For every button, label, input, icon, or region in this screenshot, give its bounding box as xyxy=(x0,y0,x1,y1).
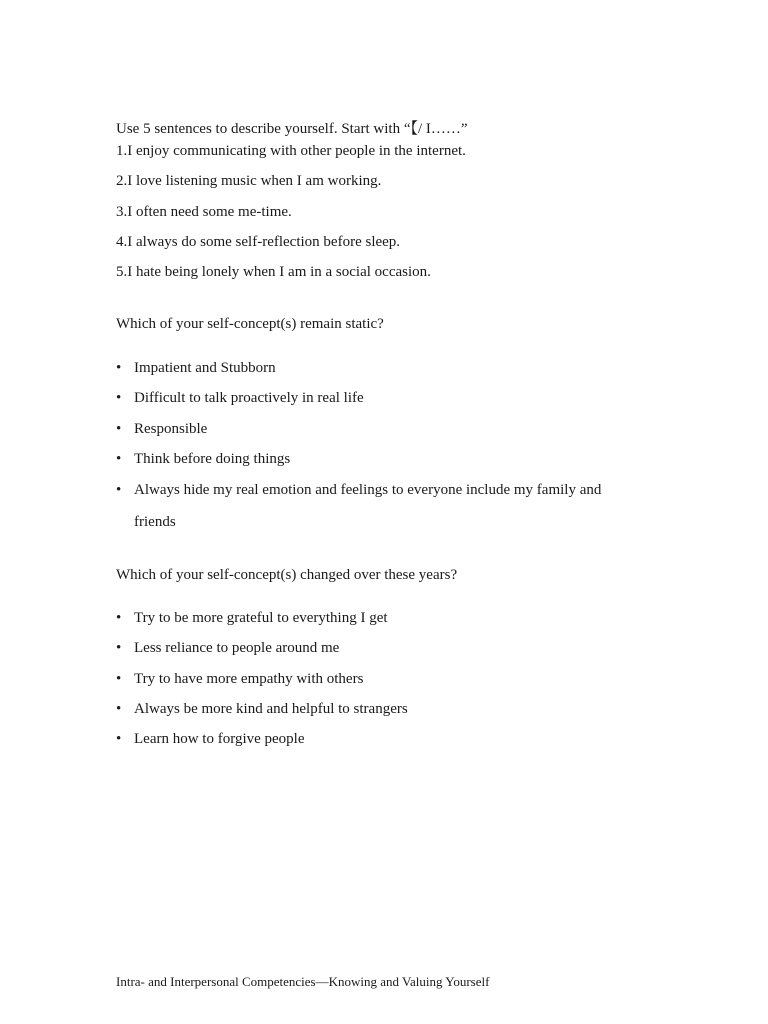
list-item-text: Try to be more grateful to everything I get xyxy=(134,610,388,626)
section1-prompt: Use 5 sentences to describe yourself. Start with “【/ I……” xyxy=(116,121,468,137)
bullet-icon: • xyxy=(116,640,122,656)
bullet-icon: • xyxy=(116,610,122,626)
sentence-4: 4.I always do some self-reflection before sleep. xyxy=(116,234,401,250)
bullet-icon: • xyxy=(116,390,122,406)
document-page xyxy=(116,0,676,1024)
bullet-icon: • xyxy=(116,701,122,717)
sentence-3: 3.I often need some me-time. xyxy=(116,204,292,220)
list-item-text: Think before doing things xyxy=(134,451,291,467)
list-item-text: Difficult to talk proactively in real life xyxy=(134,390,364,406)
bullet-icon: • xyxy=(116,421,122,437)
sentence-1: 1.I enjoy communicating with other people in the internet. xyxy=(116,143,466,159)
bullet-icon: • xyxy=(116,731,122,747)
bullet-icon: • xyxy=(116,360,122,376)
section2-question: Which of your self-concept(s) remain static? xyxy=(116,316,384,332)
list-item-text: Always be more kind and helpful to strangers xyxy=(134,701,408,717)
list-item-text: Less reliance to people around me xyxy=(134,640,340,656)
sentence-2: 2.I love listening music when I am working. xyxy=(116,173,382,189)
page-footer: Intra- and Interpersonal Competencies—Knowing and Valuing Yourself xyxy=(116,974,490,989)
sentence-5: 5.I hate being lonely when I am in a social occasion. xyxy=(116,264,431,280)
bullet-icon: • xyxy=(116,671,122,687)
list-item-text: Always hide my real emotion and feelings to everyone include my family and xyxy=(134,482,602,498)
bullet-icon: • xyxy=(116,451,122,467)
section3-question: Which of your self-concept(s) changed over these years? xyxy=(116,567,458,583)
list-item-text: Learn how to forgive people xyxy=(134,731,305,747)
list-item-text: Responsible xyxy=(134,421,208,437)
bullet-icon: • xyxy=(116,482,122,498)
list-item-text: friends xyxy=(134,514,176,530)
list-item-text: Try to have more empathy with others xyxy=(134,671,364,687)
list-item-text: Impatient and Stubborn xyxy=(134,360,276,376)
